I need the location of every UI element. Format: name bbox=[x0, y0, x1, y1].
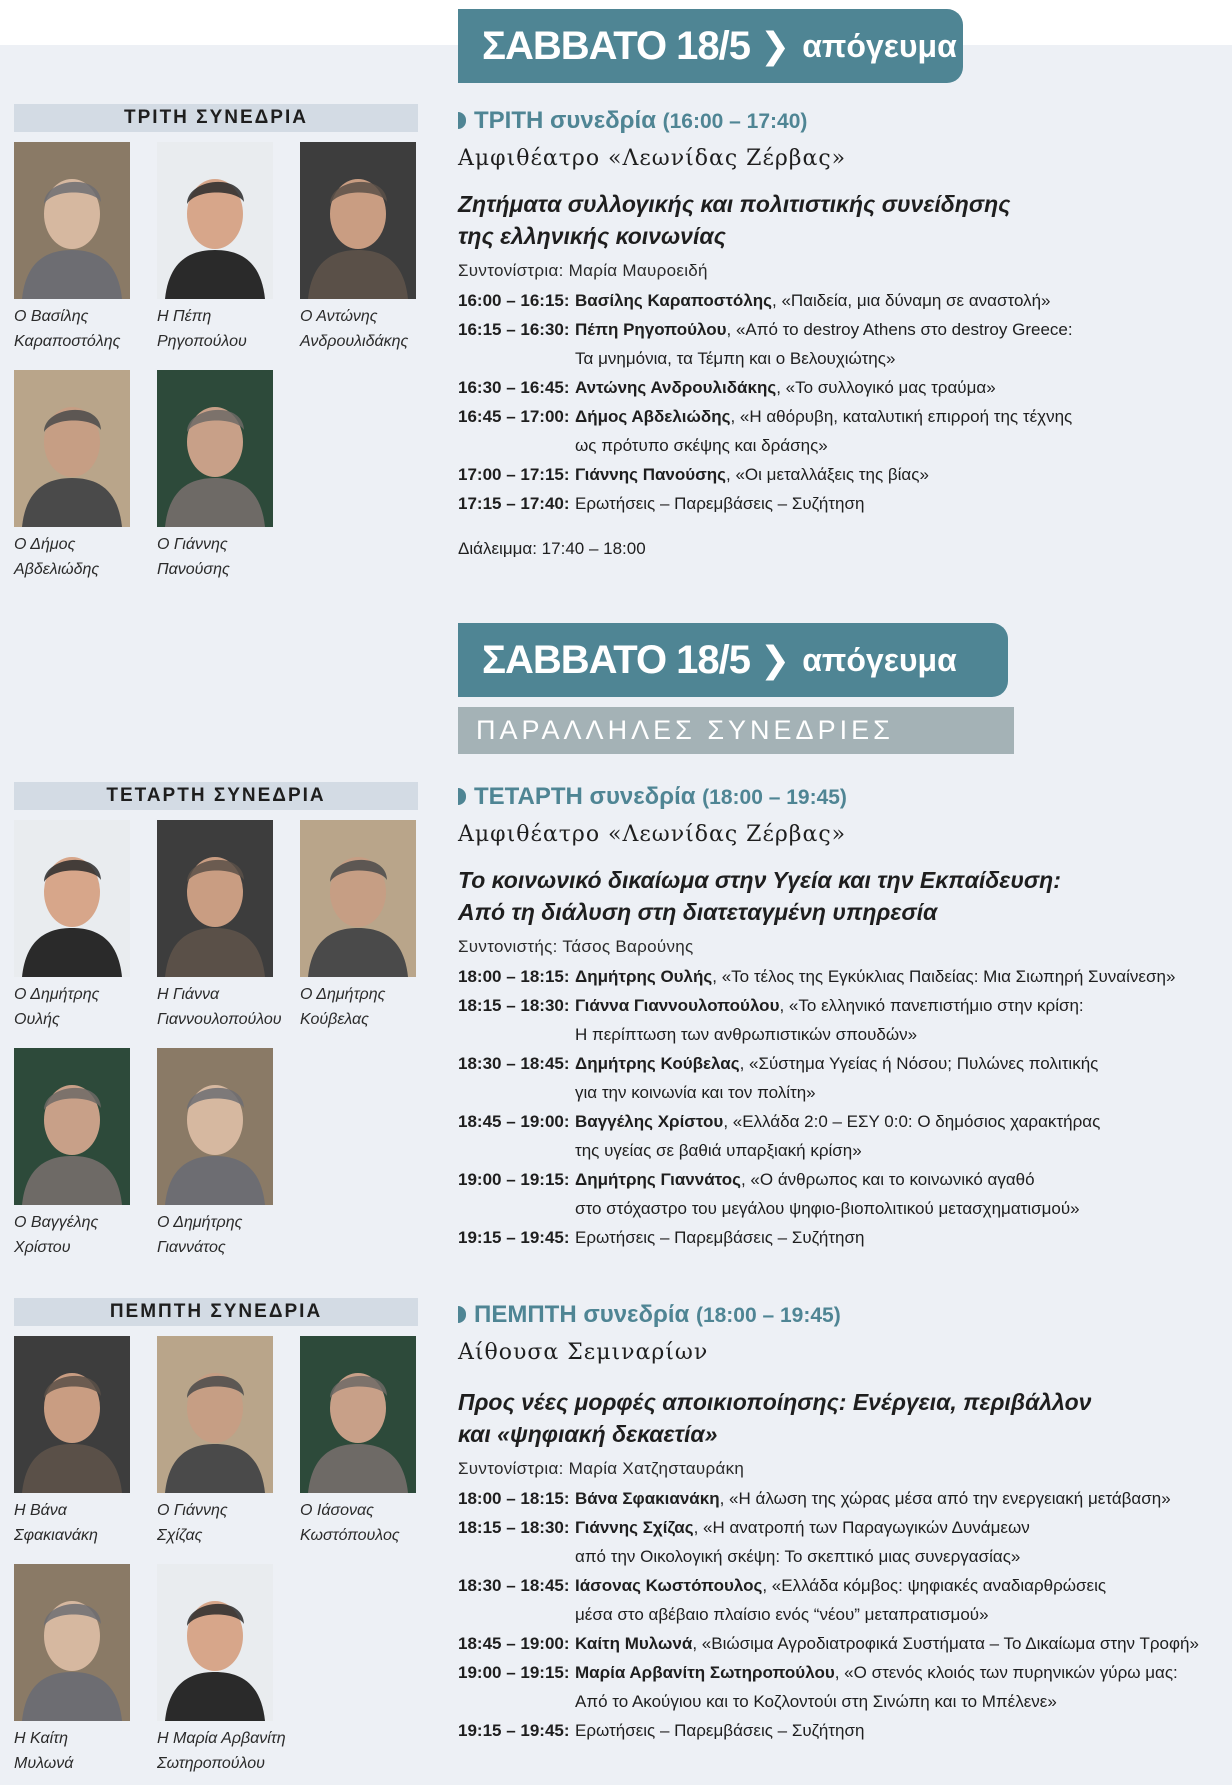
banner-part: απόγευμα bbox=[802, 641, 957, 678]
speaker-name: Αντώνης Ανδρουλιδάκης bbox=[575, 378, 777, 397]
talk-title: , «Ο στενός κλοιός των πυρηνικών γύρω μας: bbox=[834, 1663, 1178, 1682]
caption-line-2: Σφακιανάκη bbox=[14, 1527, 98, 1544]
talk-title: , «Παιδεία, μια δύναμη σε αναστολή» bbox=[772, 291, 1051, 310]
description-line-2: Από το Ακούγιου και το Κοζλοντούι στη Σινώπη και το Μπέλενε» bbox=[575, 1692, 1057, 1711]
theme-line-2: της ελληνικής κοινωνίας bbox=[458, 223, 726, 249]
theme-line-1: Ζητήματα συλλογικής και πολιτιστικής συνείδησης bbox=[458, 191, 1011, 217]
speaker-name: Πέπη Ρηγοπούλου bbox=[575, 320, 727, 339]
person-caption bbox=[157, 1498, 297, 1548]
caption-line-2: Γιαννάτος bbox=[157, 1239, 226, 1256]
schedule-row bbox=[458, 1513, 1218, 1571]
description-line-1 bbox=[575, 291, 1051, 310]
chevron-right-icon: ❯ bbox=[760, 639, 791, 680]
caption-line-2: Πανούσης bbox=[157, 561, 230, 578]
description-line-1 bbox=[575, 378, 996, 397]
description-line-1 bbox=[575, 1634, 1199, 1653]
schedule-time: 18:45 – 19:00: bbox=[458, 1112, 570, 1131]
portrait-photo bbox=[14, 820, 130, 977]
description-line-1 bbox=[575, 1663, 1178, 1682]
schedule-list bbox=[458, 962, 1218, 1252]
caption-line-1: Ο Δημήτρης bbox=[157, 1214, 243, 1231]
person-caption bbox=[14, 304, 154, 354]
person-silhouette-icon bbox=[157, 820, 273, 977]
talk-title: , «Η ανατροπή των Παραγωγικών Δυνάμεων bbox=[693, 1518, 1030, 1537]
talk-title: , «Οι μεταλλάξεις της βίας» bbox=[726, 465, 929, 484]
session-time: (16:00 – 17:40) bbox=[662, 110, 808, 133]
session-name: ΤΡΙΤΗ συνεδρία bbox=[474, 107, 656, 134]
person-silhouette-icon bbox=[14, 1564, 130, 1721]
schedule-time: 17:00 – 17:15: bbox=[458, 465, 570, 484]
theme-line-2: Από τη διάλυση στη διατεταγμένη υπηρεσία bbox=[458, 899, 938, 925]
schedule-row bbox=[458, 489, 1218, 518]
talk-title: , «Η άλωση της χώρας μέσα από την ενεργειακή μετάβαση» bbox=[719, 1489, 1171, 1508]
speaker-name: Μαρία Αρβανίτη Σωτηροπούλου bbox=[575, 1663, 835, 1682]
talk-title: , «Το τέλος της Εγκύκλιας Παιδείας: Μια Σιωπηρή Συναίνεση» bbox=[712, 967, 1176, 986]
schedule-time: 17:15 – 17:40: bbox=[458, 494, 570, 513]
person-silhouette-icon bbox=[14, 142, 130, 299]
person-silhouette-icon bbox=[14, 370, 130, 527]
bullet-marker-icon bbox=[458, 788, 466, 805]
schedule-description bbox=[575, 286, 1218, 315]
session-title bbox=[458, 782, 1218, 812]
description-line-2: Τα μνημόνια, τα Τέμπη και ο Βελουχιώτης» bbox=[575, 349, 896, 368]
person-caption bbox=[157, 1210, 297, 1260]
coordinator: Συντονίστρια: Μαρία Χατζησταυράκη bbox=[458, 1459, 745, 1478]
caption-line-2: Σωτηροπούλου bbox=[157, 1755, 265, 1772]
schedule-description bbox=[575, 1629, 1218, 1658]
schedule-row bbox=[458, 1165, 1218, 1223]
talk-title: , «Ελλάδα κόμβος: ψηφιακές αναδιαρθρώσεις bbox=[762, 1576, 1107, 1595]
talk-title: , «Το συλλογικό μας τραύμα» bbox=[776, 378, 996, 397]
talk-title: , «Από το destroy Athens στο destroy Greece: bbox=[726, 320, 1073, 339]
portrait-photo bbox=[157, 820, 273, 977]
person-silhouette-icon bbox=[300, 820, 416, 977]
description-line-2: Η περίπτωση των ανθρωπιστικών σπουδών» bbox=[575, 1025, 918, 1044]
bullet-marker-icon bbox=[458, 112, 466, 129]
schedule-row bbox=[458, 402, 1218, 460]
schedule-row bbox=[458, 1223, 1218, 1252]
portrait-photo bbox=[14, 1048, 130, 1205]
banner-day: ΣΑΒΒΑΤΟ 18/5 bbox=[482, 23, 751, 68]
caption-line-1: Ο Αντώνης bbox=[300, 308, 378, 325]
session-title bbox=[458, 1300, 1218, 1330]
caption-line-1: Η Βάνα bbox=[14, 1502, 67, 1519]
venue: Αμφιθέατρο «Λεωνίδας Ζέρβας» bbox=[458, 146, 847, 171]
description-line-1 bbox=[575, 465, 929, 484]
schedule-list bbox=[458, 1484, 1218, 1745]
person-caption bbox=[14, 1210, 154, 1260]
person-caption bbox=[300, 304, 440, 354]
portrait-photo bbox=[14, 1564, 130, 1721]
description-line-1 bbox=[575, 494, 864, 513]
person-caption bbox=[157, 532, 297, 582]
session-3 bbox=[458, 106, 1218, 562]
description-line-1 bbox=[575, 1112, 1100, 1131]
caption-line-1: Ο Γιάννης bbox=[157, 536, 228, 553]
portrait-photo bbox=[157, 1336, 273, 1493]
schedule-time: 18:00 – 18:15: bbox=[458, 1489, 570, 1508]
schedule-time: 16:30 – 16:45: bbox=[458, 378, 570, 397]
schedule-description bbox=[575, 402, 1218, 460]
schedule-row bbox=[458, 286, 1218, 315]
schedule-time: 16:15 – 16:30: bbox=[458, 320, 570, 339]
schedule-description bbox=[575, 962, 1218, 991]
schedule-time: 18:15 – 18:30: bbox=[458, 996, 570, 1015]
description-line-1 bbox=[575, 320, 1073, 339]
person-caption bbox=[157, 304, 297, 354]
schedule-row bbox=[458, 962, 1218, 991]
person-caption bbox=[14, 1726, 154, 1776]
person-silhouette-icon bbox=[157, 142, 273, 299]
schedule-description bbox=[575, 1107, 1218, 1165]
speaker-name: Βασίλης Καραποστόλης bbox=[575, 291, 772, 310]
theme-line-1: Το κοινωνικό δικαίωμα στην Υγεία και την Εκπαίδευση: bbox=[458, 867, 1061, 893]
coordinator: Συντονιστής: Τάσος Βαρούνης bbox=[458, 937, 694, 956]
talk-title: , «Σύστημα Υγείας ή Νόσου; Πυλώνες πολιτικής bbox=[739, 1054, 1099, 1073]
caption-line-2: Ανδρουλιδάκης bbox=[300, 333, 409, 350]
caption-line-1: Η Καίτη bbox=[14, 1730, 69, 1747]
description-line-1 bbox=[575, 1489, 1171, 1508]
session-theme bbox=[458, 864, 1218, 928]
person-silhouette-icon bbox=[14, 1336, 130, 1493]
description-line-1 bbox=[575, 967, 1175, 986]
description-line-1 bbox=[575, 407, 1072, 426]
speaker-name: Γιάννης Πανούσης bbox=[575, 465, 727, 484]
portrait-photo bbox=[300, 142, 416, 299]
person-silhouette-icon bbox=[14, 1048, 130, 1205]
description-line-1 bbox=[575, 1170, 1035, 1189]
bullet-marker-icon bbox=[458, 1306, 466, 1323]
schedule-time: 16:00 – 16:15: bbox=[458, 291, 570, 310]
talk-title: Ερωτήσεις – Παρεμβάσεις – Συζήτηση bbox=[575, 1721, 865, 1740]
schedule-row bbox=[458, 460, 1218, 489]
schedule-row bbox=[458, 373, 1218, 402]
schedule-description bbox=[575, 1571, 1218, 1629]
person-silhouette-icon bbox=[300, 142, 416, 299]
schedule-description bbox=[575, 1223, 1218, 1252]
caption-line-2: Ουλής bbox=[14, 1011, 60, 1028]
session-name: ΠΕΜΠΤΗ συνεδρία bbox=[474, 1301, 690, 1328]
day-banner-2 bbox=[458, 623, 1008, 697]
session-title bbox=[458, 106, 1218, 136]
portrait-photo bbox=[14, 370, 130, 527]
portrait-photo bbox=[157, 370, 273, 527]
speaker-name: Βαγγέλης Χρίστου bbox=[575, 1112, 724, 1131]
caption-line-2: Σχίζας bbox=[157, 1527, 203, 1544]
person-silhouette-icon bbox=[157, 370, 273, 527]
venue: Αίθουσα Σεμιναρίων bbox=[458, 1340, 709, 1365]
person-silhouette-icon bbox=[157, 1048, 273, 1205]
schedule-description bbox=[575, 373, 1218, 402]
caption-line-1: Ο Δημήτρης bbox=[14, 986, 100, 1003]
description-line-1 bbox=[575, 996, 1084, 1015]
portrait-photo bbox=[14, 1336, 130, 1493]
description-line-2: της υγείας σε βαθιά υπαρξιακή κρίση» bbox=[575, 1141, 862, 1160]
caption-line-2: Μυλωνά bbox=[14, 1755, 74, 1772]
description-line-1 bbox=[575, 1721, 864, 1740]
caption-line-2: Αβδελιώδης bbox=[14, 561, 100, 578]
schedule-time: 18:45 – 19:00: bbox=[458, 1634, 570, 1653]
person-silhouette-icon bbox=[14, 820, 130, 977]
schedule-description bbox=[575, 1658, 1218, 1716]
caption-line-1: Η Πέπη bbox=[157, 308, 212, 325]
theme-line-1: Προς νέες μορφές αποικιοποίησης: Ενέργεια, περιβάλλον bbox=[458, 1389, 1092, 1415]
speaker-name: Δημήτρης Ουλής bbox=[575, 967, 713, 986]
talk-title: , «Το ελληνικό πανεπιστήμιο στην κρίση: bbox=[779, 996, 1084, 1015]
description-line-2: για την κοινωνία και τον πολίτη» bbox=[575, 1083, 816, 1102]
left-heading-s4: ΤΕΤΑΡΤΗ ΣΥΝΕΔΡΙΑ bbox=[14, 782, 418, 810]
caption-line-2: Ρηγοπούλου bbox=[157, 333, 247, 350]
description-line-1 bbox=[575, 1054, 1098, 1073]
venue: Αμφιθέατρο «Λεωνίδας Ζέρβας» bbox=[458, 822, 847, 847]
portrait-photo bbox=[157, 1048, 273, 1205]
schedule-time: 19:00 – 19:15: bbox=[458, 1170, 570, 1189]
schedule-description bbox=[575, 1165, 1218, 1223]
description-line-1 bbox=[575, 1518, 1030, 1537]
caption-line-2: Κούβελας bbox=[300, 1011, 369, 1028]
session-time: (18:00 – 19:45) bbox=[695, 1304, 841, 1327]
speaker-name: Γιάννα Γιαννουλοπούλου bbox=[575, 996, 780, 1015]
caption-line-2: Καραποστόλης bbox=[14, 333, 121, 350]
description-line-2: από την Οικολογική σκέψη: Το σκεπτικό μιας συνεργασίας» bbox=[575, 1547, 1021, 1566]
schedule-description bbox=[575, 460, 1218, 489]
description-line-1 bbox=[575, 1228, 864, 1247]
caption-line-1: Ο Βασίλης bbox=[14, 308, 89, 325]
caption-line-1: Ο Δημήτρης bbox=[300, 986, 386, 1003]
caption-line-1: Ο Ιάσονας bbox=[300, 1502, 374, 1519]
caption-line-2: Κωστόπουλος bbox=[300, 1527, 400, 1544]
caption-line-1: Η Μαρία Αρβανίτη bbox=[157, 1730, 286, 1747]
schedule-time: 19:15 – 19:45: bbox=[458, 1228, 570, 1247]
person-caption bbox=[157, 982, 297, 1032]
session-4 bbox=[458, 782, 1218, 1252]
description-line-2: στο στόχαστρο του μεγάλου ψηφιο-βιοπολιτικού μετασχηματισμού» bbox=[575, 1199, 1080, 1218]
portrait-photo bbox=[300, 820, 416, 977]
schedule-row bbox=[458, 1107, 1218, 1165]
speaker-name: Ιάσονας Κωστόπουλος bbox=[575, 1576, 763, 1595]
caption-line-1: Η Γιάννα bbox=[157, 986, 220, 1003]
speaker-name: Δημήτρης Γιαννάτος bbox=[575, 1170, 741, 1189]
schedule-row bbox=[458, 1484, 1218, 1513]
schedule-time: 18:00 – 18:15: bbox=[458, 967, 570, 986]
speaker-name: Γιάννης Σχίζας bbox=[575, 1518, 694, 1537]
person-silhouette-icon bbox=[157, 1336, 273, 1493]
portrait-photo bbox=[157, 142, 273, 299]
person-caption bbox=[14, 982, 154, 1032]
caption-line-2: Χρίστου bbox=[14, 1239, 71, 1256]
session-5 bbox=[458, 1300, 1218, 1745]
schedule-row bbox=[458, 1629, 1218, 1658]
schedule-description bbox=[575, 1716, 1218, 1745]
talk-title: Ερωτήσεις – Παρεμβάσεις – Συζήτηση bbox=[575, 1228, 865, 1247]
left-heading-s3: ΤΡΙΤΗ ΣΥΝΕΔΡΙΑ bbox=[14, 104, 418, 132]
portrait-photo bbox=[157, 1564, 273, 1721]
caption-line-1: Ο Βαγγέλης bbox=[14, 1214, 99, 1231]
portrait-photo bbox=[300, 1336, 416, 1493]
talk-title: , «Ελλάδα 2:0 – ΕΣΥ 0:0: Ο δημόσιος χαρακτήρας bbox=[723, 1112, 1101, 1131]
speaker-name: Δημήτρης Κούβελας bbox=[575, 1054, 740, 1073]
person-silhouette-icon bbox=[157, 1564, 273, 1721]
talk-title: , «Η αθόρυβη, καταλυτική επιρροή της τέχνης bbox=[730, 407, 1073, 426]
talk-title: Ερωτήσεις – Παρεμβάσεις – Συζήτηση bbox=[575, 494, 865, 513]
caption-line-1: Ο Γιάννης bbox=[157, 1502, 228, 1519]
schedule-row bbox=[458, 1658, 1218, 1716]
schedule-description bbox=[575, 315, 1218, 373]
description-line-2: μέσα στο αβέβαιο πλαίσιο ενός “νέου” μεταπρατισμού» bbox=[575, 1605, 989, 1624]
schedule-description bbox=[575, 1049, 1218, 1107]
schedule-description bbox=[575, 489, 1218, 518]
schedule-time: 18:15 – 18:30: bbox=[458, 1518, 570, 1537]
speaker-name: Βάνα Σφακιανάκη bbox=[575, 1489, 720, 1508]
break-time: Διάλειμμα: 17:40 – 18:00 bbox=[458, 539, 646, 558]
schedule-row bbox=[458, 1049, 1218, 1107]
session-theme bbox=[458, 1386, 1218, 1450]
schedule-description bbox=[575, 991, 1218, 1049]
schedule-time: 18:30 – 18:45: bbox=[458, 1054, 570, 1073]
session-time: (18:00 – 19:45) bbox=[702, 786, 847, 809]
person-caption bbox=[14, 1498, 154, 1548]
coordinator: Συντονίστρια: Μαρία Μαυροειδή bbox=[458, 261, 708, 280]
schedule-time: 19:15 – 19:45: bbox=[458, 1721, 570, 1740]
left-heading-s5: ΠΕΜΠΤΗ ΣΥΝΕΔΡΙΑ bbox=[14, 1298, 418, 1326]
description-line-1 bbox=[575, 1576, 1106, 1595]
schedule-time: 19:00 – 19:15: bbox=[458, 1663, 570, 1682]
portrait-photo bbox=[14, 142, 130, 299]
parallel-sessions-label: ΠΑΡΑΛΛΗΛΕΣ ΣΥΝΕΔΡΙΕΣ bbox=[458, 707, 1014, 754]
person-caption bbox=[300, 1498, 440, 1548]
session-name: ΤΕΤΑΡΤΗ συνεδρία bbox=[474, 783, 696, 810]
person-caption bbox=[157, 1726, 297, 1776]
schedule-list bbox=[458, 286, 1218, 518]
caption-line-1: Ο Δήμος bbox=[14, 536, 76, 553]
chevron-right-icon: ❯ bbox=[760, 25, 791, 66]
caption-line-2: Γιαννουλοπούλου bbox=[157, 1011, 282, 1028]
schedule-time: 16:45 – 17:00: bbox=[458, 407, 570, 426]
description-line-2: ως πρότυπο σκέψης και δράσης» bbox=[575, 436, 828, 455]
schedule-time: 18:30 – 18:45: bbox=[458, 1576, 570, 1595]
speaker-name: Καίτη Μυλωνά bbox=[575, 1634, 693, 1653]
banner-part: απόγευμα bbox=[802, 27, 957, 64]
theme-line-2: και «ψηφιακή δεκαετία» bbox=[458, 1421, 718, 1447]
speaker-name: Δήμος Αβδελιώδης bbox=[575, 407, 731, 426]
person-caption bbox=[300, 982, 440, 1032]
schedule-row bbox=[458, 1716, 1218, 1745]
schedule-description bbox=[575, 1513, 1218, 1571]
person-silhouette-icon bbox=[300, 1336, 416, 1493]
day-banner-1 bbox=[458, 9, 963, 83]
talk-title: , «Ο άνθρωπος και το κοινωνικό αγαθό bbox=[740, 1170, 1035, 1189]
schedule-description bbox=[575, 1484, 1218, 1513]
talk-title: , «Βιώσιμα Αγροδιατροφικά Συστήματα – Το Δικαίωμα στην Τροφή» bbox=[692, 1634, 1199, 1653]
schedule-row bbox=[458, 315, 1218, 373]
schedule-row bbox=[458, 1571, 1218, 1629]
banner-day: ΣΑΒΒΑΤΟ 18/5 bbox=[482, 637, 751, 682]
schedule-row bbox=[458, 991, 1218, 1049]
person-caption bbox=[14, 532, 154, 582]
session-theme bbox=[458, 188, 1218, 252]
